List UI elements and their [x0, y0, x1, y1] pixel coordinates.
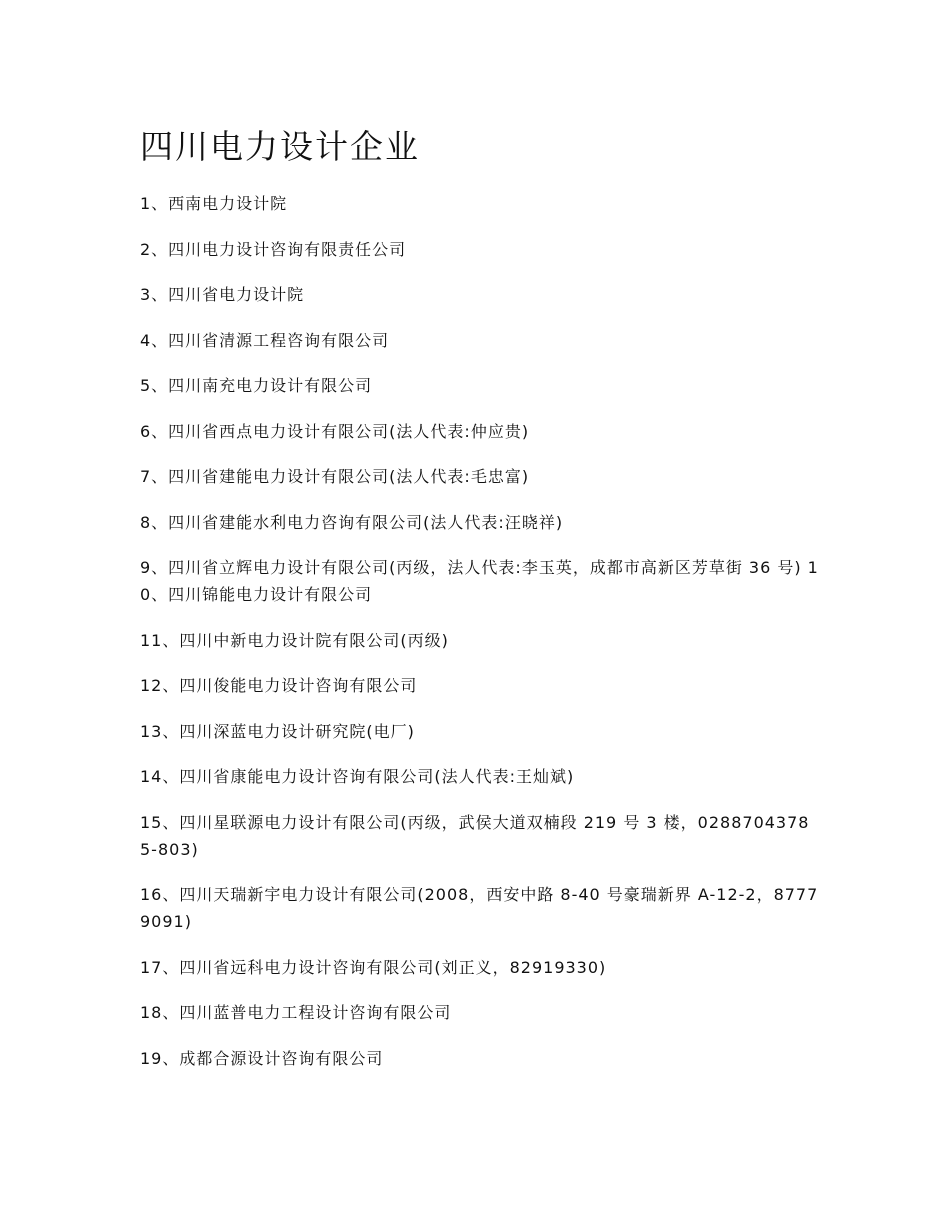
list-item: 3、四川省电力设计院 — [140, 285, 305, 304]
list-item: 6、四川省西点电力设计有限公司(法人代表:仲应贵) — [140, 421, 530, 441]
list-item: 17、四川省远科电力设计咨询有限公司(刘正义，82919330) — [140, 957, 607, 977]
list-item: 19、成都合源设计咨询有限公司 — [140, 1048, 384, 1068]
list-item: 11、四川中新电力设计院有限公司(丙级) — [140, 630, 449, 650]
list-item: 2、四川电力设计咨询有限责任公司 — [140, 239, 407, 259]
list-item: 16、四川天瑞新宇电力设计有限公司(2008，西安中路 8-40 号豪瑞新界 A-12-2，87779091) — [140, 885, 819, 931]
list-item: 12、四川俊能电力设计咨询有限公司 — [140, 676, 418, 695]
list-item: 18、四川蓝普电力工程设计咨询有限公司 — [140, 1003, 452, 1022]
company-list — [140, 190, 820, 1090]
list-item: 1、西南电力设计院 — [140, 194, 288, 213]
list-item: 5、四川南充电力设计有限公司 — [140, 376, 373, 395]
list-item: 14、四川省康能电力设计咨询有限公司(法人代表:王灿斌) — [140, 767, 575, 786]
list-item: 9、四川省立辉电力设计有限公司(丙级，法人代表:李玉英，成都市高新区芳草街 36 号) 10、四川锦能电力设计有限公司 — [140, 558, 819, 604]
list-item: 13、四川深蓝电力设计研究院(电厂) — [140, 721, 415, 741]
list-item: 15、四川星联源电力设计有限公司(丙级，武侯大道双楠段 219 号 3 楼，02887043785-803) — [140, 812, 810, 859]
list-item: 8、四川省建能水利电力咨询有限公司(法人代表:汪晓祥) — [140, 512, 564, 532]
list-item: 7、四川省建能电力设计有限公司(法人代表:毛忠富) — [140, 467, 530, 486]
list-item: 4、四川省清源工程咨询有限公司 — [140, 330, 390, 350]
page-title: 四川电力设计企业 — [140, 127, 420, 166]
